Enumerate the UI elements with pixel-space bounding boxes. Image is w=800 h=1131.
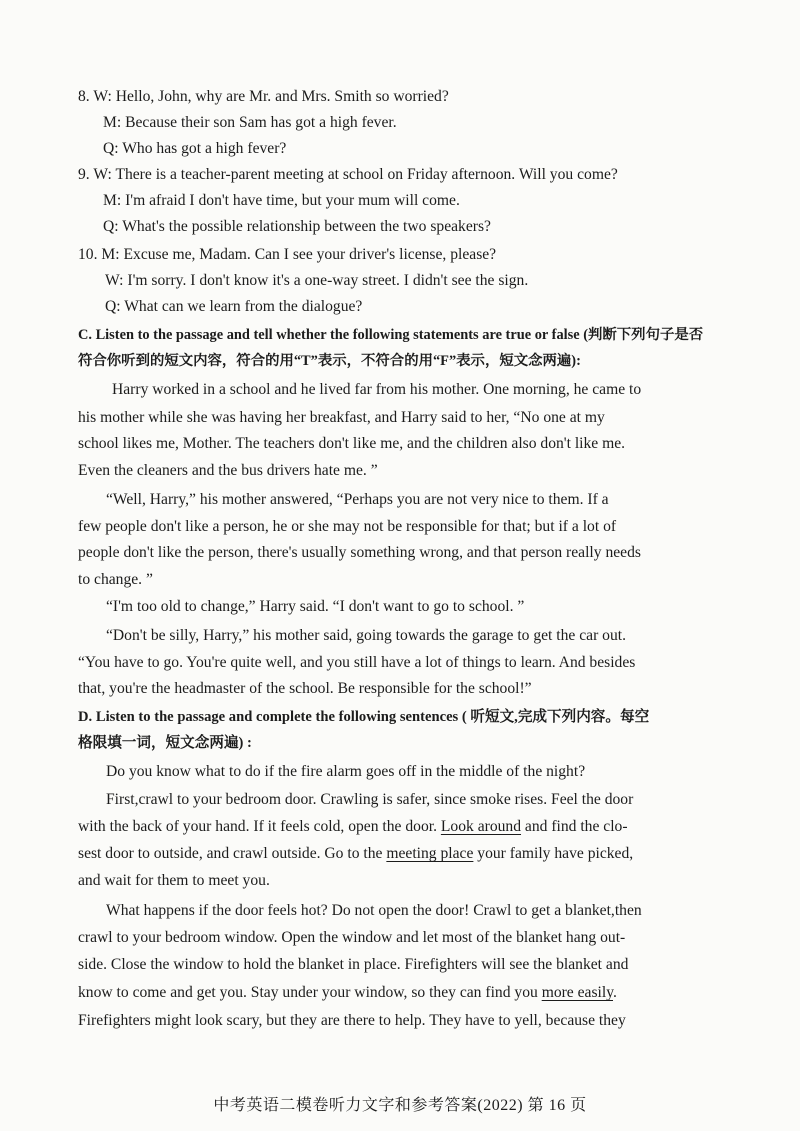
section-d-para-line: Firefighters might look scary, but they are there to help. They have to yell, because they: [78, 1012, 626, 1029]
section-c-para-line: “You have to go. You're quite well, and you still have a lot of things to learn. And besides: [78, 654, 636, 671]
section-c-para-line: that, you're the headmaster of the school. Be responsible for the school!”: [78, 680, 532, 697]
section-c-para-line: to change. ”: [78, 571, 153, 588]
section-c-para-line: “Don't be silly, Harry,” his mother said, going towards the garage to get the car out.: [106, 627, 626, 644]
section-c-heading-1: C. Listen to the passage and tell whether the following statements are true or false (判断下列句子是否: [78, 327, 704, 343]
section-c-para-line: people don't like the person, there's usually something wrong, and that person really needs: [78, 544, 641, 561]
section-d-para-line: side. Close the window to hold the blanket in place. Firefighters will see the blanket and: [78, 956, 629, 973]
section-d-para-line: sest door to outside, and crawl outside. Go to the meeting place your family have picked,: [78, 845, 634, 862]
dialogue-9-line-2: M: I'm afraid I don't have time, but your mum will come.: [103, 192, 460, 209]
dialogue-8-line-2: M: Because their son Sam has got a high fever.: [103, 114, 397, 131]
section-d-para-line: What happens if the door feels hot? Do not open the door! Crawl to get a blanket,then: [106, 902, 642, 919]
dialogue-8-question: Q: Who has got a high fever?: [103, 140, 287, 157]
section-c-para-line: “I'm too old to change,” Harry said. “I don't want to go to school. ”: [106, 598, 525, 615]
section-d-heading-1: D. Listen to the passage and complete the following sentences ( 听短文,完成下列内容。每空: [78, 709, 650, 725]
section-c-para-line: “Well, Harry,” his mother answered, “Perhaps you are not very nice to them. If a: [106, 491, 609, 508]
section-c-para-line: school likes me, Mother. The teachers don't like me, and the children also don't like me.: [78, 435, 626, 452]
section-d-heading-2: 格限填一词，短文念两遍) :: [78, 735, 252, 751]
section-c-heading-2: 符合你听到的短文内容，符合的用“T”表示，不符合的用“F”表示，短文念两遍):: [78, 353, 581, 369]
section-c-para-line: his mother while she was having her breakfast, and Harry said to her, “No one at my: [78, 409, 605, 426]
section-c-para-line: Even the cleaners and the bus drivers hate me. ”: [78, 462, 378, 479]
section-d-para-line: Do you know what to do if the fire alarm goes off in the middle of the night?: [106, 763, 586, 780]
answer-look-around: Look around: [440, 818, 522, 835]
answer-more-easily: more easily: [541, 984, 613, 1001]
section-d-para-line: know to come and get you. Stay under your window, so they can find you more easily.: [78, 984, 617, 1001]
dialogue-9-question: Q: What's the possible relationship between the two speakers?: [103, 218, 491, 235]
section-c-para-line: Harry worked in a school and he lived far from his mother. One morning, he came to: [112, 381, 642, 398]
answer-meeting-place: meeting place: [386, 845, 474, 862]
dialogue-8-line-1: 8. W: Hello, John, why are Mr. and Mrs. Smith so worried?: [78, 88, 449, 105]
section-d-para-line: and wait for them to meet you.: [78, 872, 270, 889]
dialogue-10-line-2: W: I'm sorry. I don't know it's a one-way street. I didn't see the sign.: [105, 272, 529, 289]
dialogue-10-question: Q: What can we learn from the dialogue?: [105, 298, 363, 315]
section-d-para-line: First,crawl to your bedroom door. Crawling is safer, since smoke rises. Feel the door: [106, 791, 634, 808]
section-d-para-line: crawl to your bedroom window. Open the window and let most of the blanket hang out-: [78, 929, 626, 946]
dialogue-10-line-1: 10. M: Excuse me, Madam. Can I see your driver's license, please?: [78, 246, 497, 263]
page-footer: 中考英语二模卷听力文字和参考答案(2022) 第 16 页: [213, 1097, 587, 1114]
section-c-para-line: few people don't like a person, he or she may not be responsible for that; but if a lot of: [78, 518, 617, 535]
dialogue-9-line-1: 9. W: There is a teacher-parent meeting at school on Friday afternoon. Will you come?: [78, 166, 618, 183]
section-d-para-line: with the back of your hand. If it feels cold, open the door. Look around and find the clo-: [78, 818, 628, 835]
